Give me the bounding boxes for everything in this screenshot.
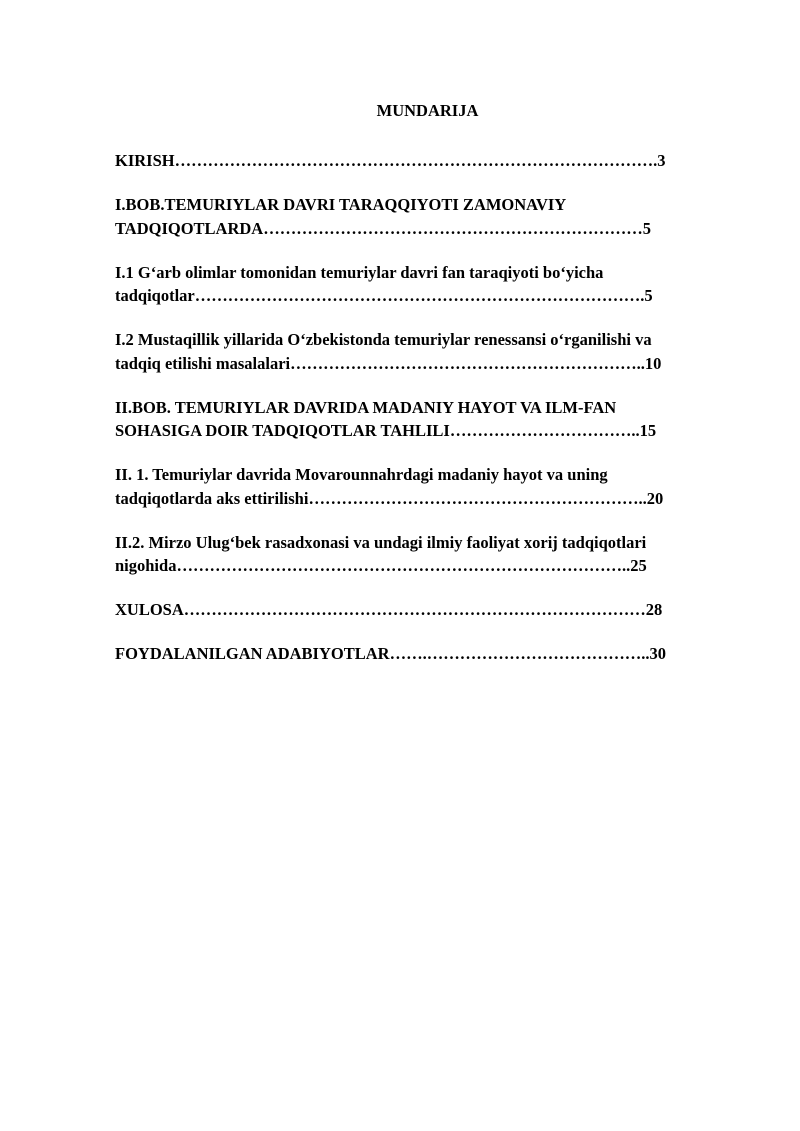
toc-line: tadqiq etilishi masalalari………………………………………………………..10: [115, 353, 662, 373]
toc-line: TADQIQOTLARDA……………………………………………………………5: [115, 218, 651, 238]
toc-entry-section-2-2: [115, 531, 740, 578]
toc-line: II.BOB. TEMURIYLAR DAVRIDA MADANIY HAYOT VA ILM-FAN: [115, 397, 617, 417]
toc-line: I.1 G‘arb olimlar tomonidan temuriylar davri fan taraqiyoti bo‘yicha: [115, 262, 604, 282]
document-page: [115, 100, 740, 686]
toc-line: I.2 Mustaqillik yillarida O‘zbekistonda temuriylar renessansi o‘rganilishi va: [115, 330, 652, 349]
toc-line: II. 1. Temuriylar davrida Movarounnahrdagi madaniy hayot va uning: [115, 465, 608, 484]
toc-entry-chapter-1: [115, 193, 740, 240]
toc-entry-references: [115, 642, 740, 666]
page-title: MUNDARIJA: [376, 101, 479, 120]
toc-line: tadqiqotlar……………………………………………………………………….5: [115, 286, 653, 305]
toc-entry-section-2-1: [115, 463, 740, 510]
toc-entry-section-1-1: [115, 261, 740, 308]
toc-line: nigohida………………………………………………………………………..25: [115, 556, 647, 575]
toc-entry-kirish: [115, 149, 740, 173]
toc-entry-chapter-2: [115, 396, 740, 443]
toc-line: KIRISH…………………………………………………………………………….3: [115, 151, 666, 170]
toc-entry-xulosa: [115, 598, 740, 622]
toc-line: I.BOB.TEMURIYLAR DAVRI TARAQQIYOTI ZAMONAVIY: [115, 195, 567, 214]
toc-line: XULOSA…………………………………………………………………………28: [115, 600, 663, 619]
toc-line: II.2. Mirzo Ulug‘bek rasadxonasi va undagi ilmiy faoliyat xorij tadqiqotlari: [115, 532, 647, 552]
toc-line: SOHASIGA DOIR TADQIQOTLAR TAHLILI……………………………..15: [115, 421, 657, 440]
toc-entry-section-1-2: [115, 328, 740, 375]
toc-line: FOYDALANILGAN ADABIYOTLAR…….…………………………………..30: [115, 644, 666, 663]
toc-line: tadqiqotlarda aks ettirilishi……………………………………………………..20: [115, 488, 664, 508]
